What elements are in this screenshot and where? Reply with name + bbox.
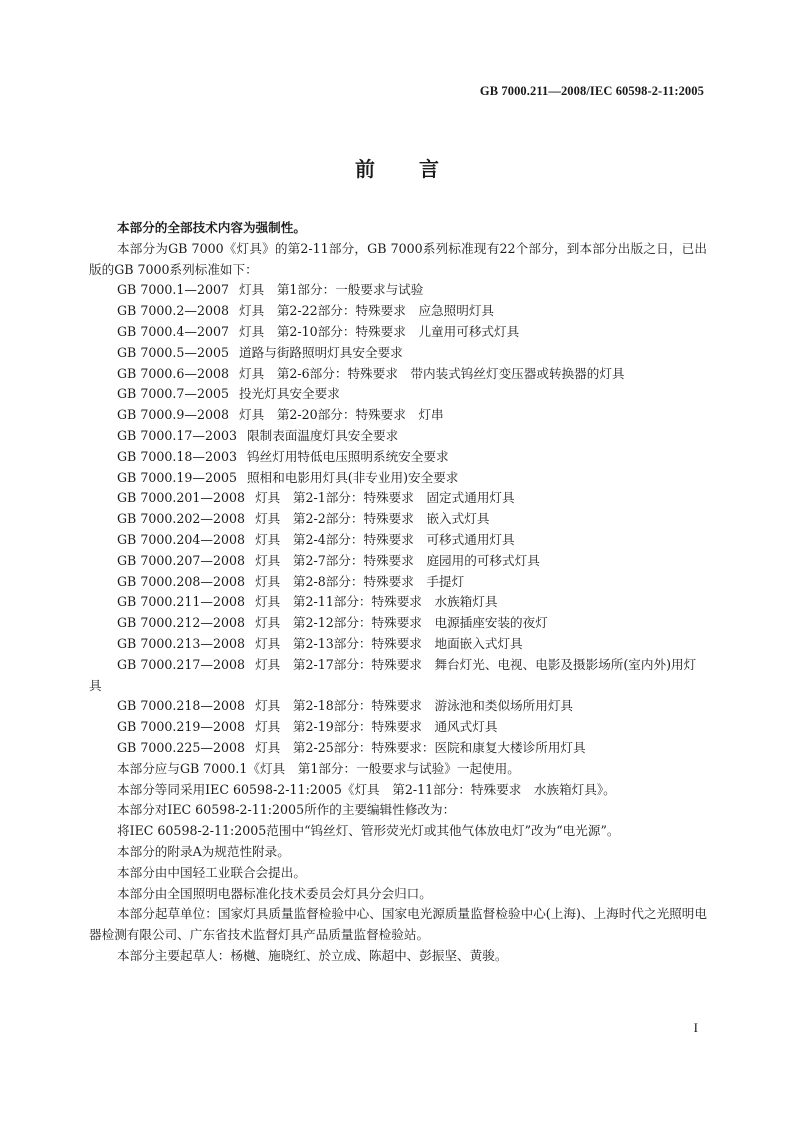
standard-title: 灯具 第2-10部分：特殊要求 儿童用可移式灯具 [239,323,520,339]
standard-title: 灯具 第2-17部分：特殊要求 舞台灯光、电视、电影及摄影场所(室内外)用灯具 [89,656,697,693]
paragraph: 本部分对IEC 60598-2-11:2005所作的主要编辑性修改为： [117,802,456,818]
standard-title: 灯具 第2-18部分：特殊要求 游泳池和类似场所用灯具 [255,698,574,714]
paragraph: 本部分主要起草人：杨樾、施晓红、於立成、陈超中、彭振坚、黄骏。 [117,947,508,963]
standard-code: GB 7000.19—2005 [117,469,238,485]
standard-code: GB 7000.204—2008 [117,531,246,547]
standard-list-item [89,488,707,509]
standard-title: 限制表面温度灯具安全要求 [247,427,399,443]
standard-code: GB 7000.202—2008 [117,511,246,527]
standard-code: GB 7000.6—2008 [117,365,230,381]
standard-title: 照相和电影用灯具(非专业用)安全要求 [247,469,459,485]
standard-list-item [89,738,707,759]
page-title: 前言 [355,157,483,181]
standard-title: 灯具 第2-2部分：特殊要求 嵌入式灯具 [255,511,490,527]
standard-title: 灯具 第2-6部分：特殊要求 带内装式钨丝灯变压器或转换器的灯具 [239,365,625,381]
standard-list-item [89,468,707,489]
standard-list-item [89,343,707,364]
standard-title: 投光灯具安全要求 [239,386,340,402]
standard-code: GB 7000.217—2008 [117,656,246,672]
standard-code: GB 7000.18—2003 [117,448,238,464]
standard-code: GB 7000.17—2003 [117,427,238,443]
standard-code: GB 7000.9—2008 [117,407,230,423]
mandatory-statement: 本部分的全部技术内容为强制性。 [117,220,306,235]
standard-title: 灯具 第2-25部分：特殊要求：医院和康复大楼诊所用灯具 [255,739,586,755]
standard-list-item [89,364,707,385]
standard-title: 灯具 第2-4部分：特殊要求 可移式通用灯具 [255,531,515,547]
standard-title: 灯具 第2-8部分：特殊要求 手提灯 [255,573,465,589]
paragraph: 本部分起草单位：国家灯具质量监督检验中心、国家电光源质量监督检验中心(上海)、上海时代之光照明电器检测有限公司、广东省技术监督灯具产品质量监督检验站。 [89,906,707,943]
paragraphs [89,759,707,967]
standard-code: GB 7000.213—2008 [117,635,246,651]
standard-title: 灯具 第2-20部分：特殊要求 灯串 [239,407,444,423]
standard-title: 灯具 第2-13部分：特殊要求 地面嵌入式灯具 [255,635,523,651]
standard-code: GB 7000.2—2008 [117,303,230,319]
standard-list-item [89,447,707,468]
standard-list-item [89,572,707,593]
paragraph: 本部分由中国轻工业联合会提出。 [117,864,306,880]
standard-list-item [89,696,707,717]
standard-list-item [89,509,707,530]
foreword-content [89,218,707,967]
standard-title: 灯具 第2-7部分：特殊要求 庭园用的可移式灯具 [255,552,540,568]
standard-code: GB 7000.4—2007 [117,323,230,339]
standard-list-item [89,551,707,572]
standard-code: GB 7000.5—2005 [117,344,230,360]
standard-title: 道路与街路照明灯具安全要求 [239,344,403,360]
standard-list-item [89,613,707,634]
standard-code: GB 7000.1—2007 [117,282,230,298]
standard-list-item [89,426,707,447]
page-number: I [693,1020,698,1035]
standard-title: 灯具 第2-12部分：特殊要求 电源插座安装的夜灯 [255,615,548,631]
paragraph: 本部分的附录A为规范性附录。 [117,843,290,859]
standard-code-header: GB 7000.211—2008/IEC 60598-2-11:2005 [479,84,704,98]
standard-title: 灯具 第2-1部分：特殊要求 固定式通用灯具 [255,490,515,506]
standard-code: GB 7000.208—2008 [117,573,246,589]
standard-list-item [89,405,707,426]
standard-code: GB 7000.201—2008 [117,490,246,506]
standard-list-item [89,717,707,738]
standard-list-item [89,384,707,405]
standard-list-item [89,322,707,343]
standard-list-item [89,301,707,322]
standard-list-item [89,280,707,301]
paragraph: 将IEC 60598-2-11:2005范围中“钨丝灯、管形荧光灯或其他气体放电灯”改为“电光源”。 [117,823,620,839]
paragraph: 本部分等同采用IEC 60598-2-11:2005《灯具 第2-11部分：特殊要求 水族箱灯具》。 [117,781,616,797]
part-statement: 本部分为GB 7000《灯具》的第2-11部分，GB 7000系列标准现有22个部分，到本部分出版之日，已出版的GB 7000系列标准如下： [89,240,707,277]
standard-title: 灯具 第2-22部分：特殊要求 应急照明灯具 [239,303,495,319]
standard-code: GB 7000.207—2008 [117,552,246,568]
standard-list-item [89,592,707,613]
standard-list-item [89,634,707,655]
standard-code: GB 7000.225—2008 [117,739,246,755]
standard-title: 灯具 第2-19部分：特殊要求 通风式灯具 [255,719,498,735]
standard-title: 灯具 第1部分：一般要求与试验 [239,282,424,298]
standard-code: GB 7000.212—2008 [117,615,246,631]
standards-list [89,280,707,758]
standard-list-item [89,530,707,551]
standard-code: GB 7000.219—2008 [117,719,246,735]
standard-code: GB 7000.211—2008 [117,594,246,610]
paragraph: 本部分由全国照明电器标准化技术委员会灯具分会归口。 [117,885,432,901]
standard-title: 灯具 第2-11部分：特殊要求 水族箱灯具 [255,594,498,610]
standard-code: GB 7000.7—2005 [117,386,230,402]
paragraph: 本部分应与GB 7000.1《灯具 第1部分：一般要求与试验》一起使用。 [117,760,520,776]
standard-code: GB 7000.218—2008 [117,698,246,714]
standard-title: 钨丝灯用特低电压照明系统安全要求 [247,448,449,464]
standard-list-item [89,655,707,697]
